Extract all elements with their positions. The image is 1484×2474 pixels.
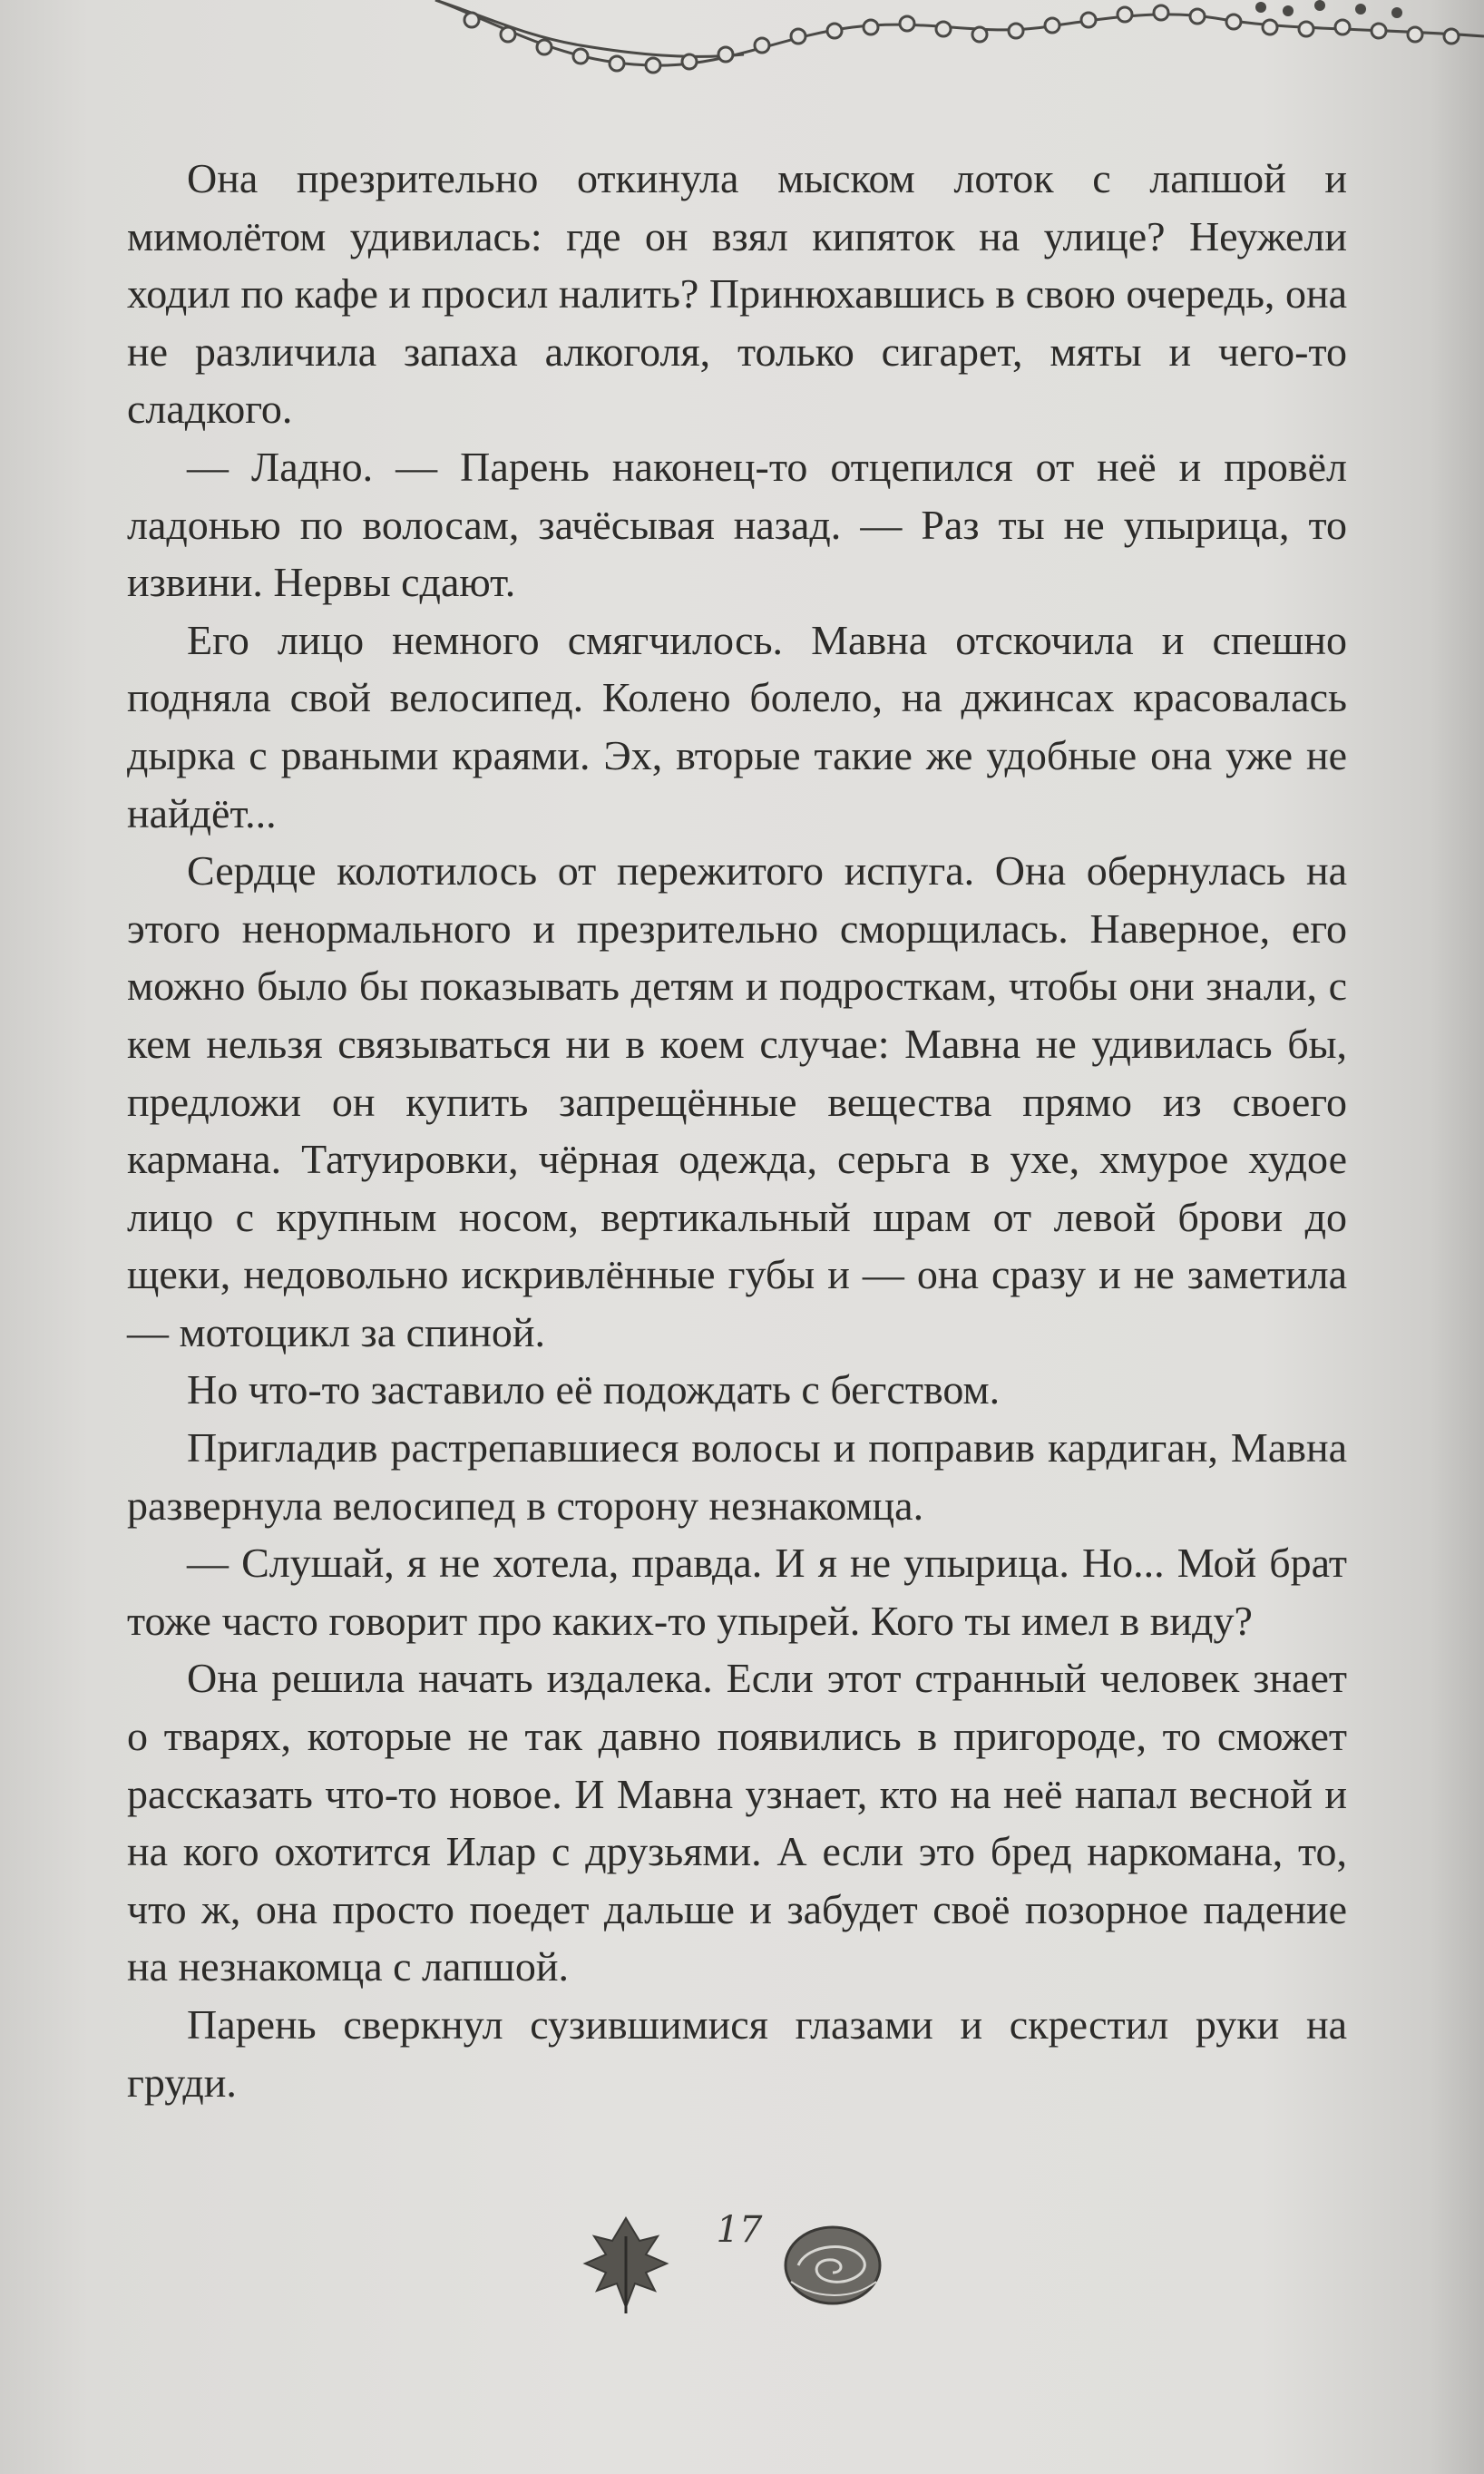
paragraph-6: Пригладив растрепавшиеся волосы и поправив кардиган, Мавна развернула велосипед в сторону незнакомца. bbox=[127, 1424, 1347, 1529]
paragraph-7: — Слушай, я не хотела, правда. И я не упырица. Но... Мой брат тоже часто говорит про каких-то упырей. Кого ты имел в виду? bbox=[127, 1540, 1347, 1644]
paragraph-1: Она презрительно откинула мыском лоток с лапшой и мимолётом удивилась: где он взял кипяток на улице? Неужели ходил по кафе и просил налить? Принюхавшись в свою очередь, она не различила запаха алкоголя, только сигарет, мяты и чего-то сладкого. bbox=[127, 155, 1347, 433]
text-body bbox=[127, 150, 1347, 2111]
rose-icon bbox=[786, 2227, 880, 2303]
paragraph-2: — Ладно. — Парень наконец-то отцепился от неё и провёл ладонью по волосам, зачёсывая назад. — Раз ты не упырица, то извини. Нервы сдают. bbox=[127, 443, 1347, 606]
leaf-icon bbox=[585, 2218, 667, 2313]
garland-ornament bbox=[0, 0, 1484, 100]
paragraph-9: Парень сверкнул сузившимися глазами и скрестил руки на груди. bbox=[127, 2001, 1347, 2106]
paragraph-4: Сердце колотилось от пережитого испуга. Она обернулась на этого ненормального и презрительно сморщилась. Наверное, его можно было бы показывать детям и подросткам, чтобы они знали, с кем нельзя связываться ни в коем случае: Мавна не удивилась бы, предложи он купить запрещённые вещества прямо из своего кармана. Татуировки, чёрная одежда, серьга в ухе, хмурое худое лицо с крупным носом, вертикальный шрам от левой брови до щеки, недовольно искривлённые губы и — она сразу и не заметила — мотоцикл за спиной. bbox=[127, 847, 1347, 1355]
paragraph-5: Но что-то заставило её подождать с бегством. bbox=[187, 1366, 1001, 1413]
page-number: 17 bbox=[716, 2209, 763, 2251]
paragraph-3: Его лицо немного смягчилось. Мавна отскочила и спешно подняла свой велосипед. Колено болело, на джинсах красовалась дырка с рваными краями. Эх, вторые такие же удобные она уже не найдёт... bbox=[127, 616, 1347, 836]
page-edge-shadow bbox=[1430, 0, 1484, 2474]
paragraph-8: Она решила начать издалека. Если этот странный человек знает о тварях, которые не так давно появились в пригороде, то сможет рассказать что-то новое. И Мавна узнает, кто на неё напал весной и на кого охотится Илар с друзьями. А если это бред наркомана, то, что ж, она просто поедет дальше и забудет своё позорное падение на незнакомца с лапшой. bbox=[127, 1655, 1347, 1990]
